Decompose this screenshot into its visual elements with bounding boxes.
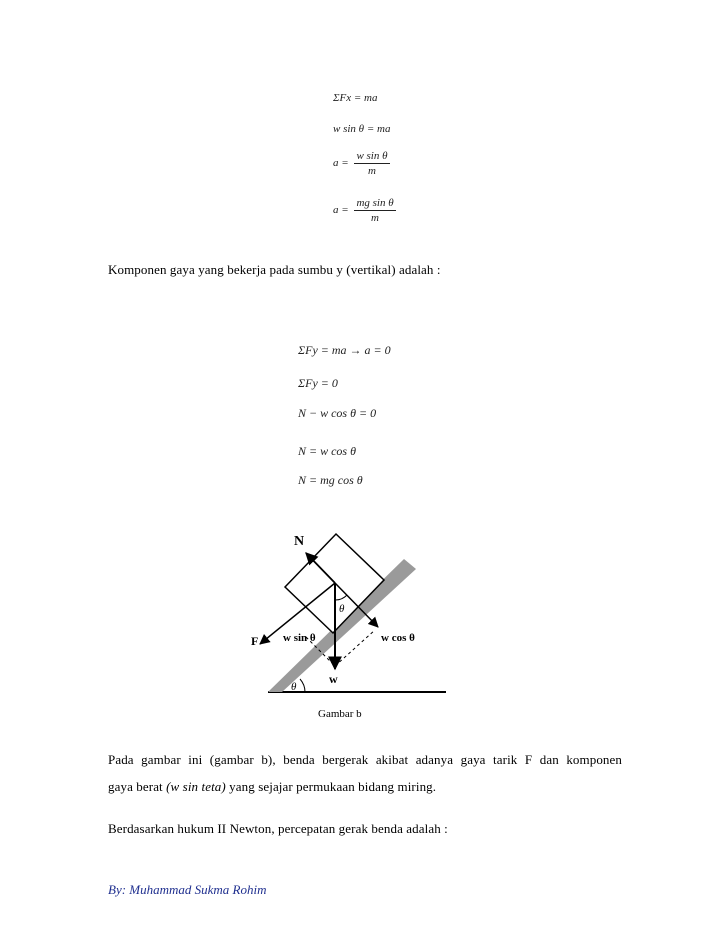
angle-arc-bottom	[300, 679, 305, 692]
figure-caption: Gambar b	[318, 708, 362, 720]
paragraph-explanation-line2-italic: (w sin teta)	[166, 779, 226, 794]
paragraph-explanation-line2-end: yang sejajar permukaan bidang miring.	[225, 779, 437, 794]
label-F: F	[251, 634, 259, 648]
label-w-cos: w cos θ	[381, 632, 415, 644]
label-w: w	[329, 672, 338, 686]
equation-y-line2: ΣFy = 0	[298, 376, 338, 390]
paragraph-newton: Berdasarkan hukum II Newton, percepatan gerak benda adalah :	[108, 821, 448, 836]
equation-x-line3-numerator: w sin θ	[356, 150, 388, 162]
equation-x-line2: w sin θ = ma	[333, 123, 391, 135]
label-theta-top: θ	[339, 603, 345, 615]
paragraph-explanation-line1: Pada gambar ini (gambar b), benda bergerak akibat adanya gaya tarik F dan komponen	[108, 752, 622, 767]
paragraph-y-components: Komponen gaya yang bekerja pada sumbu y (vertikal) adalah :	[108, 262, 441, 277]
equation-x-line1: ΣFx = ma	[333, 92, 378, 104]
equation-y-line4: N = w cos θ	[298, 444, 356, 458]
equation-y-line3: N − w cos θ = 0	[298, 406, 377, 420]
paragraph-explanation-line2	[108, 779, 436, 795]
equation-y-line1: ΣFy = ma → a = 0	[298, 343, 391, 357]
footer-author: By: Muhammad Sukma Rohim	[108, 882, 267, 897]
equation-x-line4-denominator: m	[371, 212, 379, 224]
label-N: N	[294, 534, 305, 549]
equation-x-line3-denominator: m	[368, 165, 376, 177]
label-w-sin: w sin θ	[283, 632, 316, 644]
equation-x-line3-lhs: a =	[333, 157, 349, 170]
equation-x-line4-numerator: mg sin θ	[356, 197, 394, 209]
paragraph-explanation-line2-start: gaya berat	[108, 779, 167, 794]
equation-x-line4-lhs: a =	[333, 204, 349, 217]
label-theta-bottom: θ	[291, 681, 297, 693]
equation-y-line5: N = mg cos θ	[298, 473, 363, 487]
